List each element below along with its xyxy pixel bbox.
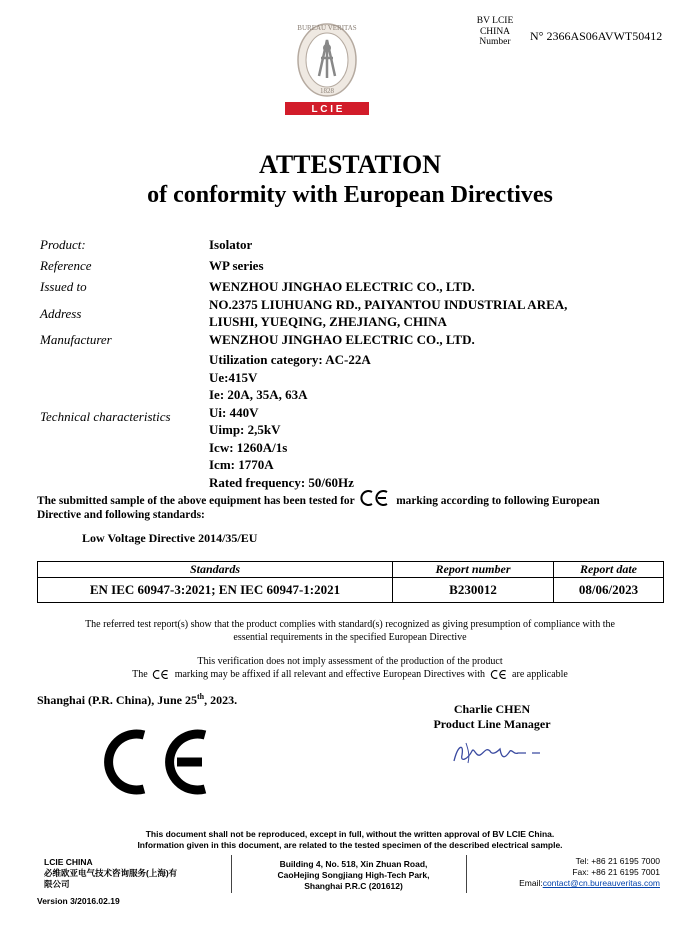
signature-image [446,735,546,769]
referred-note-line-1: The referred test report(s) show that the product complies with standard(s) recognized as giving presumption of compliance with the [85,619,615,630]
footer-contact [478,856,660,889]
footer-tel: Tel: +86 21 6195 7000 [575,856,660,866]
footer-address-line-3: Shanghai P.R.C (201612) [304,881,403,891]
footer-company-chinese-2: 限公司 [44,879,70,889]
logo-banner-text: L C I E [311,104,343,115]
standards-cell: EN IEC 60947-3:2021; EN IEC 60947-1:2021 [38,578,393,603]
place-date-year: , 2023. [204,693,238,707]
place-date-text: Shanghai (P.R. China), June 25 [37,693,197,707]
logo-ring-text: BUREAU VERITAS [297,24,357,32]
tech-line: Ue:415V [209,369,258,385]
footer-email-label: Email: [519,878,543,888]
table-row [38,578,664,603]
product-value: Isolator [209,237,253,252]
referred-note-line-2: essential requirements in the specified European Directive [233,631,467,643]
footer-note-line-1: This document shall not be reproduced, except in full, without the written approval of BV LCIE China. [145,829,555,839]
tech-line: Utilization category: AC-22A [209,352,371,367]
product-label: Product: [40,237,86,252]
address-label: Address [40,306,82,321]
tech-line: Ui: 440V [209,404,259,420]
tech-line: Uimp: 2,5kV [209,422,281,437]
technical-characteristics-values [209,351,371,491]
directive: Low Voltage Directive 2014/35/EU [82,531,258,545]
submitted-text-before: The submitted sample of the above equipment has been tested for [37,495,355,507]
reference-label: Reference [40,258,92,273]
address-line-2: LIUSHI, YUEQING, ZHEJIANG, CHINA [209,314,447,329]
affix-line [0,669,700,682]
footer-address [246,859,461,892]
report-number-cell: B230012 [393,578,554,603]
issued-label: Issued to [40,279,87,294]
ce-mark-large-icon [99,727,209,797]
footer-company-chinese: 必维欧亚电气技术咨询服务(上海)有 [44,868,178,878]
footer-email-row [478,878,660,889]
footer-divider [231,855,232,893]
version-label: Version 3/2016.02.19 [37,896,120,906]
place-date-sup: th [196,692,205,701]
column-header-standards: Standards [38,562,393,578]
column-header-report-number: Report number [393,562,554,578]
signer-title: Product Line Manager [433,717,551,731]
affix-text-before: The [132,668,148,680]
tech-line: Rated frequency: 50/60Hz [209,474,354,490]
bureau-veritas-logo [283,18,371,118]
ce-mark-icon [490,669,508,680]
footer-email-link[interactable]: contact@cn.bureauveritas.com [542,878,660,888]
address-line-1: NO.2375 LIUHUANG RD., PAIYANTOU INDUSTRIAL AREA, [209,297,568,312]
manufacturer-label: Manufacturer [40,332,112,347]
place-and-date [37,692,237,708]
footer-company [44,857,222,890]
signer-block [427,702,557,732]
number-label-line: CHINA [479,26,511,37]
manufacturer-value: WENZHOU JINGHAO ELECTRIC CO., LTD. [209,332,475,347]
number-label-line: Number [479,37,511,47]
tech-line: Ie: 20A, 35A, 63A [209,387,308,402]
footer-address-line-1: Building 4, No. 518, Xin Zhuan Road, [279,859,428,869]
issued-value: WENZHOU JINGHAO ELECTRIC CO., LTD. [209,279,475,294]
referred-note [0,619,700,644]
ce-mark-icon [359,489,391,507]
footer-note-line-2: Information given in this document, are related to the tested specimen of the described electrical sample. [137,840,563,850]
verification-note [0,656,700,681]
footer-fax: Fax: +86 21 6195 7001 [572,867,660,877]
column-header-report-date: Report date [554,562,664,578]
technical-characteristics-label: Technical characteristics [40,409,171,424]
footer-divider [466,855,467,893]
footer-note [0,829,700,851]
standards-table [37,561,664,603]
logo-year: 1828 [320,87,334,95]
number-label [465,16,525,48]
submitted-text-line2: Directive and following standards: [37,509,205,521]
verification-line: This verification does not imply assessment of the production of the product [197,656,503,667]
affix-text-middle: marking may be affixed if all relevant and effective European Directives with [174,668,486,680]
table-header-row [38,562,664,578]
submitted-text-after: marking according to following European [396,495,600,507]
report-date-cell: 08/06/2023 [554,578,664,603]
number-label-line: BV LCIE [476,16,514,26]
reference-value: WP series [209,258,264,273]
footer-company-name: LCIE CHINA [44,857,93,867]
affix-text-after: are applicable [512,668,568,680]
ce-mark-icon [152,669,170,680]
tech-line: Icm: 1770A [209,457,274,472]
document-subtitle: of conformity with European Directives [147,182,553,208]
document-title: ATTESTATION [258,150,442,179]
signer-name: Charlie CHEN [453,702,531,716]
submitted-statement [37,489,657,522]
tech-line: Icw: 1260A/1s [209,439,288,455]
footer-address-line-2: CaoHejing Songjiang High-Tech Park, [277,870,430,880]
certificate-number: N° 2366AS06AVWT50412 [530,29,663,43]
